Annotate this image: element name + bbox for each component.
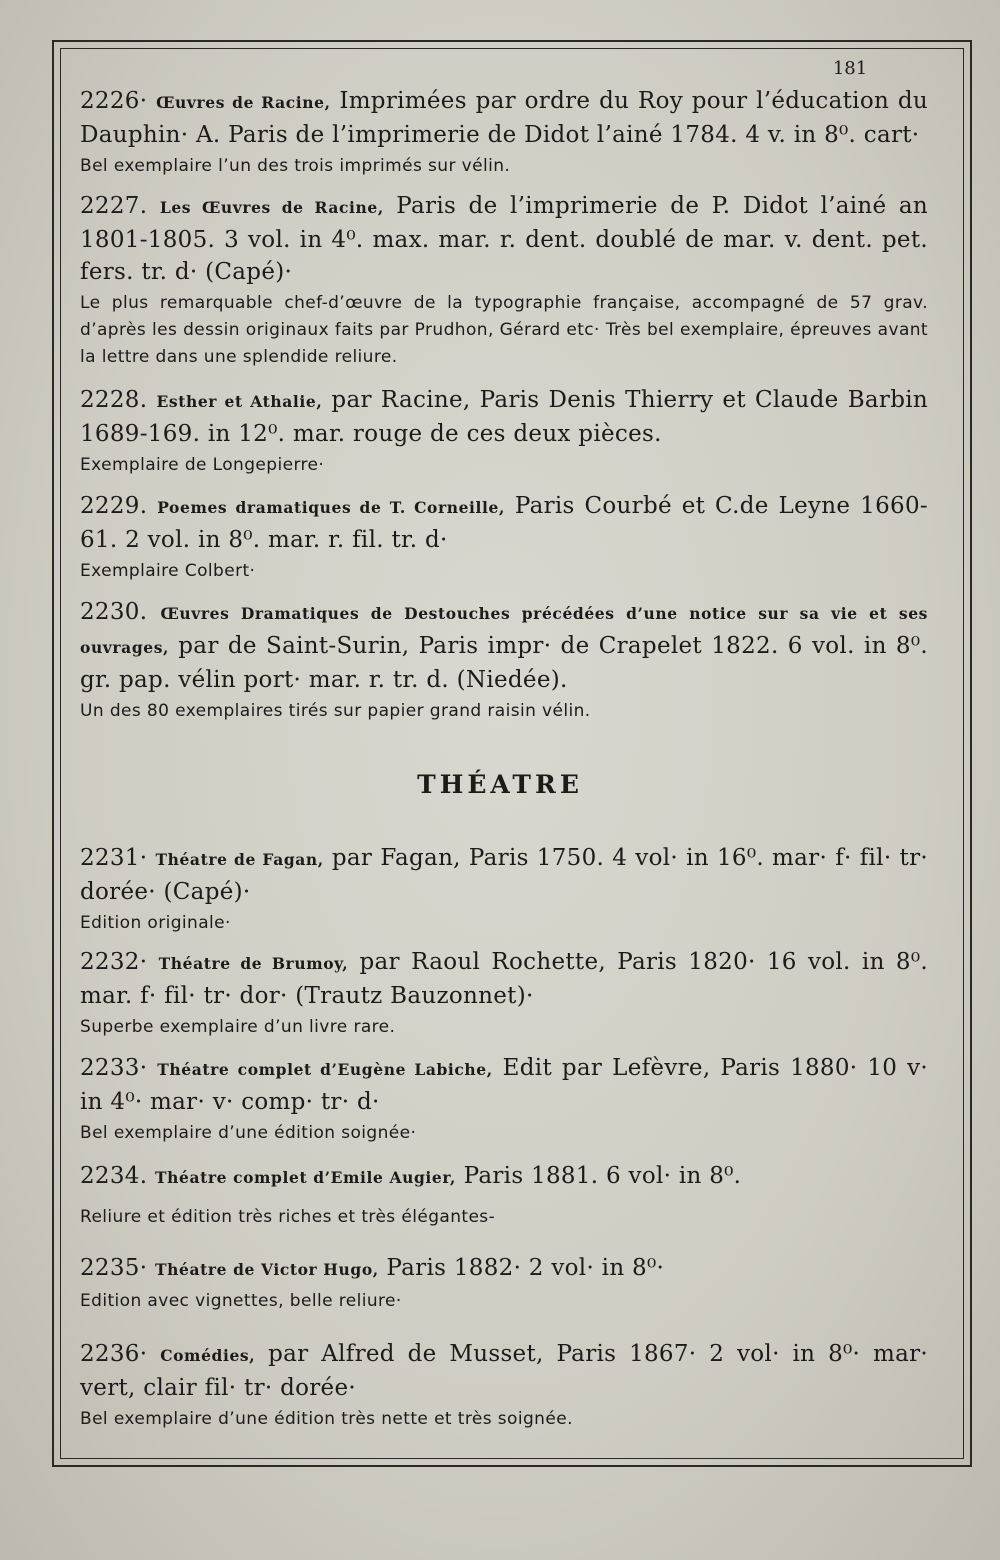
entry-number: 2229. (80, 493, 148, 519)
entry-title: Les Œuvres de Racine, (159, 198, 384, 217)
entry-note: Exemplaire Colbert· (80, 561, 256, 581)
entry-note: Superbe exemplaire d’un livre rare. (80, 1017, 396, 1037)
entry-number: 2228. (80, 387, 148, 413)
entry-number: 2235· (80, 1255, 148, 1281)
entry-text: par Alfred de Musset, Paris 1867· 2 vol· in 8⁰· mar· vert, clair fil· tr· dorée· (80, 1341, 928, 1401)
entry-title: Théatre complet d’Eugène Labiche, (157, 1060, 493, 1079)
catalogue-entry (80, 490, 928, 585)
entry-text: Paris de l’imprimerie de P. Didot l’ainé an 1801-1805. 3 vol. in 4⁰. max. mar. r. dent. doublé de mar. v. dent. pet. fers. tr. d· (Capé)· (80, 193, 928, 285)
entry-text: Paris 1882· 2 vol· in 8⁰· (378, 1255, 665, 1281)
catalogue-entry (80, 190, 928, 371)
catalogue-entry (80, 384, 928, 479)
page-number: 181 (832, 58, 868, 79)
entry-text: Imprimées par ordre du Roy pour l’éducation du Dauphin· A. Paris de l’imprimerie de Didot l’ainé 1784. 4 v. in 8⁰. cart· (80, 88, 928, 148)
entry-title: Poemes dramatiques de T. Corneille, (157, 498, 505, 517)
entry-number: 2233· (80, 1055, 148, 1081)
entry-title: Esther et Athalie, (156, 392, 323, 411)
entry-number: 2232· (80, 949, 148, 975)
entry-description (80, 190, 928, 288)
entry-text: par de Saint-Surin, Paris impr· de Crapelet 1822. 6 vol. in 8⁰. gr. pap. vélin port· mar. r. tr. d. (Niedée). (80, 633, 928, 693)
entry-description (80, 596, 928, 696)
entry-note: Bel exemplaire d’une édition soignée· (80, 1123, 417, 1143)
entry-description (80, 85, 928, 151)
entry-number: 2226· (80, 88, 148, 114)
entry-title: Œuvres Dramatiques de Destouches précédées d’une notice sur sa vie et ses ouvrages, (80, 604, 928, 657)
entry-description (80, 490, 928, 556)
entry-note: Bel exemplaire l’un des trois imprimés sur vélin. (80, 156, 511, 176)
entry-description (80, 384, 928, 450)
entry-note: Bel exemplaire d’une édition très nette et très soignée. (80, 1409, 573, 1429)
entry-text: Paris Courbé et C.de Leyne 1660-61. 2 vol. in 8⁰. mar. r. fil. tr. d· (80, 493, 928, 553)
entry-number: 2227. (80, 193, 148, 219)
entry-description (80, 1052, 928, 1118)
entry-text: par Raoul Rochette, Paris 1820· 16 vol. in 8⁰. mar. f· fil· tr· dor· (Trautz Bauzonnet)· (80, 949, 928, 1009)
entry-description (80, 1338, 928, 1404)
catalogue-entry (80, 1160, 928, 1231)
entry-description (80, 1160, 928, 1194)
catalogue-entry (80, 1338, 928, 1433)
entry-number: 2236· (80, 1341, 148, 1367)
entry-title: Théatre de Brumoy, (158, 954, 349, 973)
entry-note: Exemplaire de Longepierre· (80, 455, 325, 475)
entry-text: par Racine, Paris Denis Thierry et Claude Barbin 1689-169. in 12⁰. mar. rouge de ces deux pièces. (80, 387, 928, 447)
entry-text: Edit par Lefèvre, Paris 1880· 10 v· in 4⁰· mar· v· comp· tr· d· (80, 1055, 928, 1115)
entry-description (80, 946, 928, 1012)
catalogue-entry (80, 596, 928, 725)
entry-note: Reliure et édition très riches et très élégantes- (80, 1207, 496, 1227)
catalogue-entry (80, 1252, 928, 1315)
entry-note: Un des 80 exemplaires tirés sur papier grand raisin vélin. (80, 701, 591, 721)
catalogue-entry (80, 946, 928, 1041)
entry-note: Edition originale· (80, 913, 231, 933)
entry-description (80, 1252, 928, 1286)
entry-description (80, 842, 928, 908)
catalogue-entry (80, 842, 928, 937)
entry-title: Théatre de Fagan, (155, 850, 324, 869)
entry-number: 2231· (80, 845, 148, 871)
section-heading: THÉATRE (417, 770, 583, 799)
entry-title: Comédies, (160, 1346, 256, 1365)
entry-number: 2234. (80, 1163, 148, 1189)
entry-title: Œuvres de Racine, (156, 93, 331, 112)
entry-note: Le plus remarquable chef-d’œuvre de la typographie française, accompagné de 57 grav. d’après les dessin originaux faits par Prudhon, Gérard etc· Très bel exemplaire, épreuves avant la lettre dans une splendide reliure. (80, 293, 928, 367)
entry-title: Théatre complet d’Emile Augier, (154, 1168, 456, 1187)
entry-text: par Fagan, Paris 1750. 4 vol· in 16⁰. mar· f· fil· tr· dorée· (Capé)· (80, 845, 928, 905)
entry-note: Edition avec vignettes, belle reliure· (80, 1291, 402, 1311)
catalogue-entry (80, 85, 928, 180)
catalogue-entry (80, 1052, 928, 1147)
entry-text: Paris 1881. 6 vol· in 8⁰. (456, 1163, 742, 1189)
entry-number: 2230. (80, 599, 148, 625)
entry-title: Théatre de Victor Hugo, (154, 1260, 379, 1279)
